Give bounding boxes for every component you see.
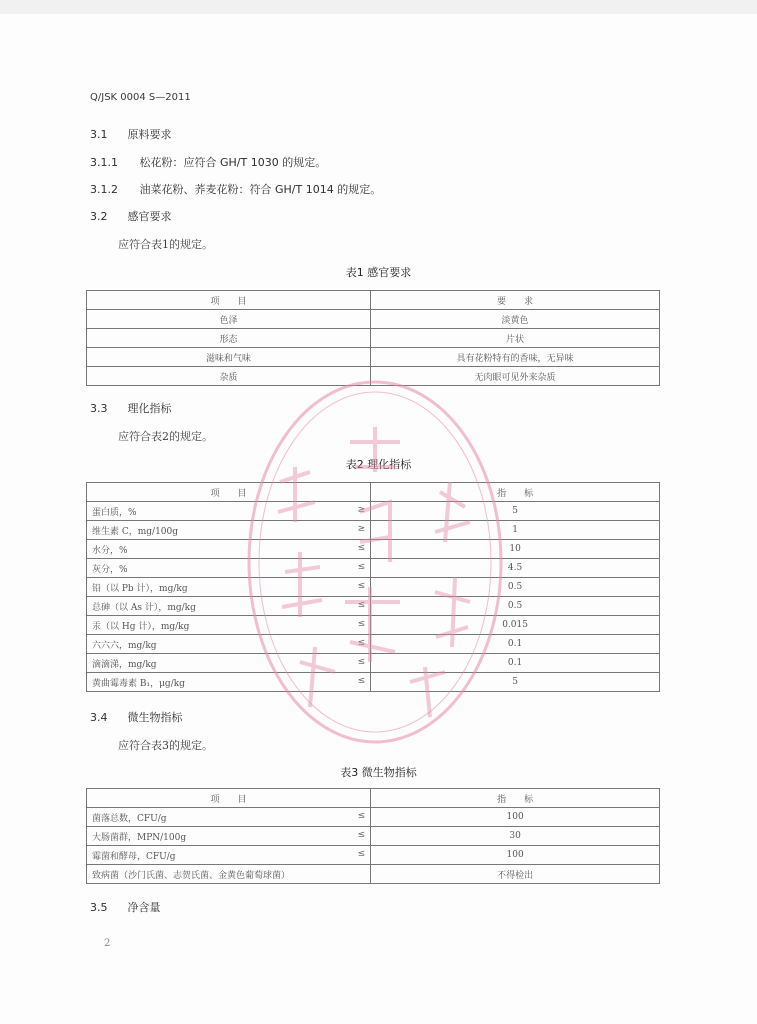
table-header-row bbox=[87, 291, 660, 310]
section-number: 3.1.1 bbox=[90, 156, 118, 169]
comparison-symbol: ≤ bbox=[357, 599, 366, 610]
section-text: 油菜花粉、荞麦花粉：符合 GH/T 1014 的规定。 bbox=[139, 183, 382, 196]
table-cell-item: 滋味和气味 bbox=[87, 348, 371, 367]
table-cell-value: 1 bbox=[371, 521, 660, 540]
table-cell-requirement: 无肉眼可见外来杂质 bbox=[371, 367, 660, 386]
table-header-row bbox=[87, 483, 660, 502]
comparison-symbol: ≤ bbox=[357, 618, 366, 629]
table-row bbox=[87, 673, 660, 692]
section-title: 微生物指标 bbox=[127, 711, 183, 724]
table-cell-value: 0.015 bbox=[371, 616, 660, 635]
table-cell-item: 滴滴涕，mg/kg bbox=[92, 659, 157, 670]
table-header-row bbox=[87, 789, 660, 808]
table3-microbiological bbox=[86, 788, 660, 884]
table-cell-value: 10 bbox=[371, 540, 660, 559]
table-cell-item: 水分，% bbox=[92, 545, 128, 556]
table-row bbox=[87, 329, 660, 348]
table-header-cell: 要 求 bbox=[371, 291, 660, 310]
table-cell-value: 0.1 bbox=[371, 635, 660, 654]
paragraph-table2-ref: 应符合表2的规定。 bbox=[118, 430, 213, 443]
table-cell-item: 色泽 bbox=[87, 310, 371, 329]
table-cell-value: 100 bbox=[371, 808, 660, 827]
table-cell-value: 0.5 bbox=[371, 597, 660, 616]
comparison-symbol: ≤ bbox=[357, 829, 366, 840]
section-text: 松花粉：应符合 GH/T 1030 的规定。 bbox=[139, 156, 327, 169]
comparison-symbol: ≤ bbox=[357, 656, 366, 667]
table-cell-item: 霉菌和酵母，CFU/g bbox=[92, 851, 176, 862]
table-cell-requirement: 具有花粉特有的香味，无异味 bbox=[371, 348, 660, 367]
table3-caption: 表3 微生物指标 bbox=[340, 766, 417, 779]
section-3-5 bbox=[90, 899, 161, 915]
table-cell-value: 不得检出 bbox=[371, 865, 660, 884]
section-3-4 bbox=[90, 709, 183, 725]
section-number: 3.3 bbox=[90, 402, 108, 415]
table-cell-item: 蛋白质，% bbox=[92, 507, 137, 518]
table-cell-value: 100 bbox=[371, 846, 660, 865]
table-cell-item: 六六六，mg/kg bbox=[92, 640, 157, 651]
table-cell-item: 铅（以 Pb 计），mg/kg bbox=[92, 583, 188, 594]
section-number: 3.5 bbox=[90, 901, 108, 914]
table1-sensory bbox=[86, 290, 660, 386]
table-row bbox=[87, 540, 660, 559]
table-row bbox=[87, 521, 660, 540]
section-3-3 bbox=[90, 400, 172, 416]
table-cell-item: 大肠菌群，MPN/100g bbox=[92, 832, 187, 843]
section-number: 3.1 bbox=[90, 128, 108, 141]
table-cell-item: 菌落总数，CFU/g bbox=[92, 813, 167, 824]
page-number: 2 bbox=[104, 938, 111, 949]
comparison-symbol: ≥ bbox=[357, 504, 366, 515]
table-header-cell: 指 标 bbox=[371, 483, 660, 502]
table-row bbox=[87, 310, 660, 329]
table-cell-value: 30 bbox=[371, 827, 660, 846]
section-3-2 bbox=[90, 208, 172, 224]
table-cell-item: 汞（以 Hg 计），mg/kg bbox=[92, 621, 190, 632]
table-cell-item: 维生素 C，mg/100g bbox=[92, 526, 179, 537]
comparison-symbol: ≤ bbox=[357, 637, 366, 648]
table-cell-requirement: 淡黄色 bbox=[371, 310, 660, 329]
document-header: Q/JSK 0004 S—2011 bbox=[90, 92, 191, 103]
section-number: 3.1.2 bbox=[90, 183, 118, 196]
comparison-symbol: ≤ bbox=[357, 580, 366, 591]
table-row bbox=[87, 654, 660, 673]
comparison-symbol: ≤ bbox=[357, 675, 366, 686]
table-cell-item: 致病菌（沙门氏菌、志贺氏菌、金黄色葡萄球菌） bbox=[92, 870, 291, 881]
table-row bbox=[87, 827, 660, 846]
comparison-symbol: ≥ bbox=[357, 523, 366, 534]
table2-physicochemical bbox=[86, 482, 660, 692]
section-title: 原料要求 bbox=[127, 128, 172, 141]
comparison-symbol: ≤ bbox=[357, 848, 366, 859]
table-row bbox=[87, 502, 660, 521]
table-row bbox=[87, 865, 660, 884]
section-title: 感官要求 bbox=[127, 210, 172, 223]
section-3-1-2 bbox=[90, 181, 381, 197]
table1-caption: 表1 感官要求 bbox=[345, 266, 412, 279]
paragraph-table3-ref: 应符合表3的规定。 bbox=[118, 739, 213, 752]
comparison-symbol: ≤ bbox=[357, 561, 366, 572]
section-3-1-1 bbox=[90, 154, 326, 170]
section-number: 3.2 bbox=[90, 210, 108, 223]
table-row bbox=[87, 846, 660, 865]
table-cell-value: 4.5 bbox=[371, 559, 660, 578]
section-number: 3.4 bbox=[90, 711, 108, 724]
table-row bbox=[87, 559, 660, 578]
table-row bbox=[87, 635, 660, 654]
table2-caption: 表2 理化指标 bbox=[345, 458, 412, 471]
table-cell-item: 灰分，% bbox=[92, 564, 128, 575]
paragraph-table1-ref: 应符合表1的规定。 bbox=[118, 238, 213, 251]
table-row bbox=[87, 616, 660, 635]
section-3-1 bbox=[90, 126, 172, 142]
comparison-symbol: ≤ bbox=[357, 810, 366, 821]
table-cell-value: 0.5 bbox=[371, 578, 660, 597]
table-cell-item: 杂质 bbox=[87, 367, 371, 386]
table-cell-value: 5 bbox=[371, 673, 660, 692]
table-row bbox=[87, 808, 660, 827]
table-header-cell: 项 目 bbox=[87, 789, 371, 808]
table-cell-item: 形态 bbox=[87, 329, 371, 348]
table-header-cell: 项 目 bbox=[87, 291, 371, 310]
table-cell-item: 黄曲霉毒素 B₁，μg/kg bbox=[92, 678, 185, 689]
table-header-cell: 项 目 bbox=[87, 483, 371, 502]
comparison-symbol: ≤ bbox=[357, 542, 366, 553]
table-cell-value: 0.1 bbox=[371, 654, 660, 673]
table-row bbox=[87, 597, 660, 616]
table-header-cell: 指 标 bbox=[371, 789, 660, 808]
section-title: 理化指标 bbox=[127, 402, 172, 415]
section-title: 净含量 bbox=[127, 901, 161, 914]
table-row bbox=[87, 367, 660, 386]
table-row bbox=[87, 348, 660, 367]
table-cell-item: 总砷（以 As 计），mg/kg bbox=[92, 602, 196, 613]
table-cell-value: 5 bbox=[371, 502, 660, 521]
table-row bbox=[87, 578, 660, 597]
table-cell-requirement: 片状 bbox=[371, 329, 660, 348]
